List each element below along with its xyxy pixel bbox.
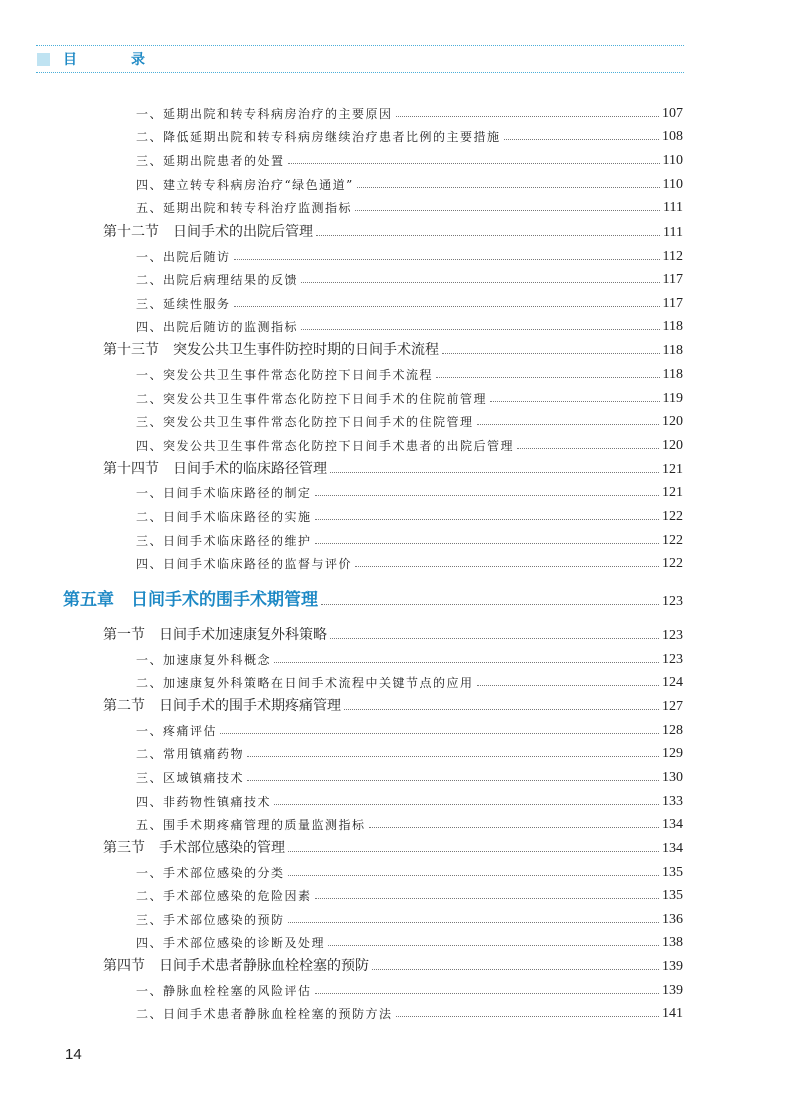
toc-dot-leader bbox=[355, 209, 660, 211]
toc-entry-title: 一、静脉血栓栓塞的风险评估 bbox=[136, 984, 312, 998]
toc-dot-leader bbox=[315, 992, 659, 994]
toc-entry-page: 117 bbox=[662, 296, 683, 311]
toc-dot-leader bbox=[477, 684, 659, 686]
toc-entry-page: 111 bbox=[663, 200, 683, 215]
toc-entry-title: 一、加速康复外科概念 bbox=[136, 653, 272, 667]
toc-dot-leader bbox=[247, 779, 659, 781]
toc-section-row[interactable] bbox=[0, 837, 683, 857]
toc-entry-title: 二、日间手术患者静脉血栓栓塞的预防方法 bbox=[136, 1007, 393, 1021]
page-title: 目 录 bbox=[63, 52, 165, 68]
toc-entry-page: 122 bbox=[662, 556, 683, 571]
toc-entry-page: 110 bbox=[662, 177, 683, 192]
toc-dot-leader bbox=[234, 258, 660, 260]
toc-section-row[interactable] bbox=[0, 458, 683, 478]
toc-entry-page: 123 bbox=[662, 652, 683, 667]
toc-dot-leader bbox=[330, 471, 659, 473]
toc-item-row[interactable] bbox=[0, 292, 683, 312]
toc-dot-leader bbox=[504, 138, 659, 140]
toc-dot-leader bbox=[344, 708, 659, 710]
toc-entry-title: 第五章 日间手术的围手术期管理 bbox=[63, 590, 318, 610]
toc-entry-page: 128 bbox=[662, 723, 683, 738]
toc-section-row[interactable] bbox=[0, 221, 683, 241]
toc-entry-page: 112 bbox=[662, 249, 683, 264]
toc-item-row[interactable] bbox=[0, 149, 683, 169]
toc-section-row[interactable] bbox=[0, 695, 683, 715]
toc-item-row[interactable] bbox=[0, 719, 683, 739]
toc-dot-leader bbox=[288, 921, 659, 923]
toc-entry-page: 118 bbox=[662, 367, 683, 382]
toc-entry-title: 二、常用镇痛药物 bbox=[136, 747, 245, 761]
toc-item-row[interactable] bbox=[0, 505, 683, 525]
toc-entry-title: 一、突发公共卫生事件常态化防控下日间手术流程 bbox=[136, 368, 434, 382]
toc-item-row[interactable] bbox=[0, 173, 683, 193]
toc-entry-title: 三、区域镇痛技术 bbox=[136, 771, 245, 785]
toc-entry-title: 四、手术部位感染的诊断及处理 bbox=[136, 936, 326, 950]
toc-entry-title: 一、出院后随访 bbox=[136, 250, 231, 264]
toc-dot-leader bbox=[288, 850, 659, 852]
toc-item-row[interactable] bbox=[0, 552, 683, 572]
toc-dot-leader bbox=[234, 305, 660, 307]
toc-entry-page: 120 bbox=[662, 414, 683, 429]
toc-entry-page: 118 bbox=[662, 319, 683, 334]
toc-dot-leader bbox=[315, 542, 659, 544]
toc-entry-title: 一、疼痛评估 bbox=[136, 724, 218, 738]
toc-entry-page: 133 bbox=[662, 794, 683, 809]
toc-dot-leader bbox=[247, 755, 659, 757]
header-square-icon bbox=[37, 53, 50, 66]
toc-entry-title: 四、日间手术临床路径的监督与评价 bbox=[136, 557, 353, 571]
toc-entry-title: 四、建立转专科病房治疗“绿色通道” bbox=[136, 178, 354, 192]
toc-entry-page: 136 bbox=[662, 912, 683, 927]
toc-dot-leader bbox=[396, 1015, 659, 1017]
toc-item-row[interactable] bbox=[0, 671, 683, 691]
toc-entry-page: 127 bbox=[662, 699, 683, 714]
toc-item-row[interactable] bbox=[0, 387, 683, 407]
toc-dot-leader bbox=[436, 376, 660, 378]
toc-dot-leader bbox=[315, 518, 659, 520]
toc-dot-leader bbox=[330, 637, 659, 639]
toc-entry-page: 108 bbox=[662, 129, 683, 144]
toc-dot-leader bbox=[274, 661, 659, 663]
toc-item-row[interactable] bbox=[0, 268, 683, 288]
toc-entry-page: 135 bbox=[662, 865, 683, 880]
toc-entry-page: 123 bbox=[662, 628, 683, 643]
toc-entry-title: 三、延续性服务 bbox=[136, 297, 231, 311]
toc-entry-title: 三、日间手术临床路径的维护 bbox=[136, 534, 312, 548]
toc-entry-title: 第三节 手术部位感染的管理 bbox=[103, 840, 285, 856]
toc-entry-title: 三、手术部位感染的预防 bbox=[136, 913, 285, 927]
toc-dot-leader bbox=[321, 603, 659, 605]
toc-item-row[interactable] bbox=[0, 884, 683, 904]
toc-entry-title: 一、延期出院和转专科病房治疗的主要原因 bbox=[136, 107, 393, 121]
toc-item-row[interactable] bbox=[0, 861, 683, 881]
toc-dot-leader bbox=[372, 968, 659, 970]
toc-entry-page: 134 bbox=[662, 841, 683, 856]
toc-dot-leader bbox=[355, 565, 659, 567]
toc-entry-title: 五、围手术期疼痛管理的质量监测指标 bbox=[136, 818, 366, 832]
toc-item-row[interactable] bbox=[0, 979, 683, 999]
toc-dot-leader bbox=[357, 186, 660, 188]
toc-entry-title: 一、手术部位感染的分类 bbox=[136, 866, 285, 880]
toc-entry-title: 第十四节 日间手术的临床路径管理 bbox=[103, 461, 327, 477]
toc-dot-leader bbox=[517, 447, 659, 449]
toc-dot-leader bbox=[477, 423, 659, 425]
toc-item-row[interactable] bbox=[0, 363, 683, 383]
toc-entry-page: 111 bbox=[663, 225, 683, 240]
toc-entry-title: 第一节 日间手术加速康复外科策略 bbox=[103, 627, 327, 643]
toc-section-row[interactable] bbox=[0, 624, 683, 644]
toc-entry-page: 129 bbox=[662, 746, 683, 761]
toc-item-row[interactable] bbox=[0, 1002, 683, 1022]
toc-entry-title: 第十二节 日间手术的出院后管理 bbox=[103, 224, 313, 240]
toc-dot-leader bbox=[316, 234, 660, 236]
toc-item-row[interactable] bbox=[0, 315, 683, 335]
toc-item-row[interactable] bbox=[0, 102, 683, 122]
toc-entry-title: 第十三节 突发公共卫生事件防控时期的日间手术流程 bbox=[103, 342, 439, 358]
toc-entry-title: 二、出院后病理结果的反馈 bbox=[136, 273, 299, 287]
toc-entry-page: 139 bbox=[662, 959, 683, 974]
toc-entry-title: 一、日间手术临床路径的制定 bbox=[136, 486, 312, 500]
toc-entry-page: 122 bbox=[662, 533, 683, 548]
toc-dot-leader bbox=[274, 803, 659, 805]
toc-dot-leader bbox=[288, 874, 659, 876]
toc-dot-leader bbox=[369, 826, 659, 828]
toc-entry-page: 139 bbox=[662, 983, 683, 998]
toc-entry-page: 120 bbox=[662, 438, 683, 453]
toc-entry-page: 124 bbox=[662, 675, 683, 690]
toc-entry-title: 四、出院后随访的监测指标 bbox=[136, 320, 299, 334]
header-bottom-rule bbox=[36, 72, 684, 73]
toc-entry-title: 二、手术部位感染的危险因素 bbox=[136, 889, 312, 903]
toc-entry-page: 118 bbox=[662, 343, 683, 358]
page-number: 14 bbox=[65, 1046, 82, 1063]
toc-entry-page: 122 bbox=[662, 509, 683, 524]
toc-entry-title: 二、加速康复外科策略在日间手术流程中关键节点的应用 bbox=[136, 676, 474, 690]
header-top-rule bbox=[36, 45, 684, 46]
toc-item-row[interactable] bbox=[0, 481, 683, 501]
toc-item-row[interactable] bbox=[0, 766, 683, 786]
toc-entry-title: 四、突发公共卫生事件常态化防控下日间手术患者的出院后管理 bbox=[136, 439, 515, 453]
toc-dot-leader bbox=[288, 162, 660, 164]
toc-dot-leader bbox=[301, 281, 660, 283]
toc-item-row[interactable] bbox=[0, 908, 683, 928]
toc-entry-page: 134 bbox=[662, 817, 683, 832]
toc-item-row[interactable] bbox=[0, 529, 683, 549]
toc-entry-page: 110 bbox=[662, 153, 683, 168]
toc-entry-page: 130 bbox=[662, 770, 683, 785]
toc-dot-leader bbox=[396, 115, 659, 117]
toc-entry-page: 121 bbox=[662, 485, 683, 500]
toc-entry-page: 123 bbox=[662, 594, 683, 609]
toc-entry-title: 五、延期出院和转专科治疗监测指标 bbox=[136, 201, 353, 215]
toc-item-row[interactable] bbox=[0, 931, 683, 951]
toc-section-row[interactable] bbox=[0, 339, 683, 359]
toc-entry-title: 四、非药物性镇痛技术 bbox=[136, 795, 272, 809]
toc-entry-page: 117 bbox=[662, 272, 683, 287]
toc-dot-leader bbox=[315, 897, 659, 899]
toc-chapter-row[interactable] bbox=[0, 590, 683, 610]
toc-dot-leader bbox=[328, 944, 659, 946]
toc-dot-leader bbox=[301, 328, 660, 330]
toc-dot-leader bbox=[442, 352, 660, 354]
toc-entry-title: 二、突发公共卫生事件常态化防控下日间手术的住院前管理 bbox=[136, 392, 488, 406]
toc-entry-title: 第二节 日间手术的围手术期疼痛管理 bbox=[103, 698, 341, 714]
toc-entry-title: 二、降低延期出院和转专科病房继续治疗患者比例的主要措施 bbox=[136, 130, 501, 144]
toc-entry-title: 二、日间手术临床路径的实施 bbox=[136, 510, 312, 524]
toc-entry-title: 第四节 日间手术患者静脉血栓栓塞的预防 bbox=[103, 958, 369, 974]
toc-dot-leader bbox=[220, 732, 659, 734]
toc-item-row[interactable] bbox=[0, 742, 683, 762]
toc-item-row[interactable] bbox=[0, 434, 683, 454]
toc-entry-page: 119 bbox=[662, 391, 683, 406]
toc-item-row[interactable] bbox=[0, 196, 683, 216]
toc-item-row[interactable] bbox=[0, 790, 683, 810]
toc-entry-page: 135 bbox=[662, 888, 683, 903]
toc-entry-page: 141 bbox=[662, 1006, 683, 1021]
toc-entry-title: 三、突发公共卫生事件常态化防控下日间手术的住院管理 bbox=[136, 415, 474, 429]
toc-dot-leader bbox=[315, 494, 659, 496]
toc-section-row[interactable] bbox=[0, 955, 683, 975]
toc-entry-page: 107 bbox=[662, 106, 683, 121]
toc-item-row[interactable] bbox=[0, 813, 683, 833]
toc-item-row[interactable] bbox=[0, 245, 683, 265]
toc-item-row[interactable] bbox=[0, 410, 683, 430]
toc-entry-page: 121 bbox=[662, 462, 683, 477]
toc-entry-title: 三、延期出院患者的处置 bbox=[136, 154, 285, 168]
toc-entry-page: 138 bbox=[662, 935, 683, 950]
toc-item-row[interactable] bbox=[0, 125, 683, 145]
toc-dot-leader bbox=[490, 400, 660, 402]
toc-item-row[interactable] bbox=[0, 648, 683, 668]
